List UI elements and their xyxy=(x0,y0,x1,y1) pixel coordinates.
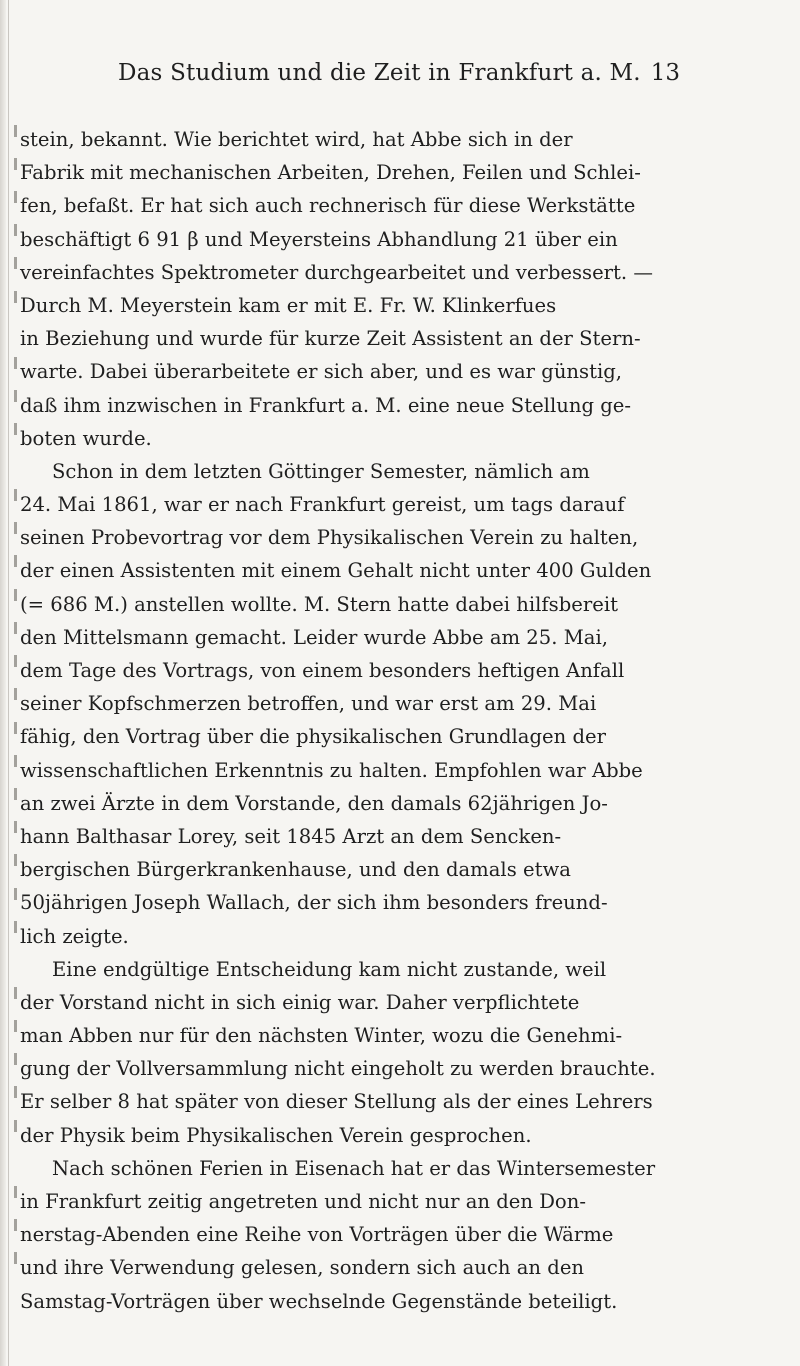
text-line: Schon in dem letzten Göttinger Semester, nämlich am xyxy=(52,459,590,483)
text-line: der einen Assistenten mit einem Gehalt nicht unter 400 Gulden xyxy=(20,559,652,583)
text-line: Er selber 8 hat später von dieser Stellung als der eines Lehrers xyxy=(20,1090,653,1114)
text-line: boten wurde. xyxy=(20,426,152,450)
page-number: 13 xyxy=(650,60,680,86)
text-line: den Mittelsmann gemacht. Leider wurde Abbe am 25. Mai, xyxy=(20,625,608,649)
text-line: Fabrik mit mechanischen Arbeiten, Drehen, Feilen und Schlei- xyxy=(20,161,641,185)
page-binding-line xyxy=(8,0,9,1366)
text-line: und ihre Verwendung gelesen, sondern sich auch an den xyxy=(20,1256,585,1280)
body-text xyxy=(20,123,780,1318)
text-line: hann Balthasar Lorey, seit 1845 Arzt an dem Sencken- xyxy=(20,824,562,848)
text-line: 24. Mai 1861, war er nach Frankfurt gereist, um tags darauf xyxy=(20,493,625,517)
running-head xyxy=(118,60,680,96)
text-line: bergischen Bürgerkrankenhause, und den damals etwa xyxy=(20,858,571,882)
text-line: fen, befaßt. Er hat sich auch rechnerisch für diese Werkstätte xyxy=(20,194,636,218)
running-title: Das Studium und die Zeit in Frankfurt a. M. xyxy=(118,60,641,86)
text-line: fähig, den Vortrag über die physikalischen Grundlagen der xyxy=(20,725,606,749)
text-line: der Physik beim Physikalischen Verein gesprochen. xyxy=(20,1123,532,1147)
text-line: Durch M. Meyerstein kam er mit E. Fr. W. Klinkerfues xyxy=(20,293,557,317)
text-line: daß ihm inzwischen in Frankfurt a. M. eine neue Stellung ge- xyxy=(20,393,631,417)
text-line: 50jährigen Joseph Wallach, der sich ihm besonders freund- xyxy=(20,891,608,915)
page-binding-edge xyxy=(0,0,6,1366)
text-line: in Beziehung und wurde für kurze Zeit Assistent an der Stern- xyxy=(20,327,641,351)
text-line: an zwei Ärzte in dem Vorstande, den damals 62jährigen Jo- xyxy=(20,791,608,815)
text-line: stein, bekannt. Wie berichtet wird, hat Abbe sich in der xyxy=(20,128,573,151)
text-line: wissenschaftlichen Erkenntnis zu halten. Empfohlen war Abbe xyxy=(20,758,643,782)
text-line: beschäftigt 6 91 β und Meyersteins Abhandlung 21 über ein xyxy=(20,227,618,251)
text-line: (= 686 M.) anstellen wollte. M. Stern hatte dabei hilfsbereit xyxy=(20,592,618,616)
text-line: lich zeigte. xyxy=(20,924,129,948)
text-line: Samstag-Vorträgen über wechselnde Gegenstände beteiligt. xyxy=(20,1289,618,1313)
text-line: Eine endgültige Entscheidung kam nicht zustande, weil xyxy=(52,957,607,981)
text-line: warte. Dabei überarbeitete er sich aber, und es war günstig, xyxy=(20,360,623,384)
text-line: dem Tage des Vortrags, von einem besonders heftigen Anfall xyxy=(20,659,625,682)
text-line: vereinfachtes Spektrometer durchgearbeitet und verbessert. — xyxy=(20,260,653,284)
text-line: Nach schönen Ferien in Eisenach hat er das Wintersemester xyxy=(52,1156,656,1180)
text-line: der Vorstand nicht in sich einig war. Daher verpflichtete xyxy=(20,990,580,1014)
text-line: man Abben nur für den nächsten Winter, wozu die Genehmi- xyxy=(20,1024,623,1048)
text-line: seiner Kopfschmerzen betroffen, und war erst am 29. Mai xyxy=(20,692,597,716)
text-line: in Frankfurt zeitig angetreten und nicht nur an den Don- xyxy=(20,1190,586,1213)
text-line: seinen Probevortrag vor dem Physikalischen Verein zu halten, xyxy=(20,526,639,550)
text-line: nerstag-Abenden eine Reihe von Vorträgen über die Wärme xyxy=(20,1223,614,1247)
text-line: gung der Vollversammlung nicht eingeholt zu werden brauchte. xyxy=(20,1057,656,1081)
